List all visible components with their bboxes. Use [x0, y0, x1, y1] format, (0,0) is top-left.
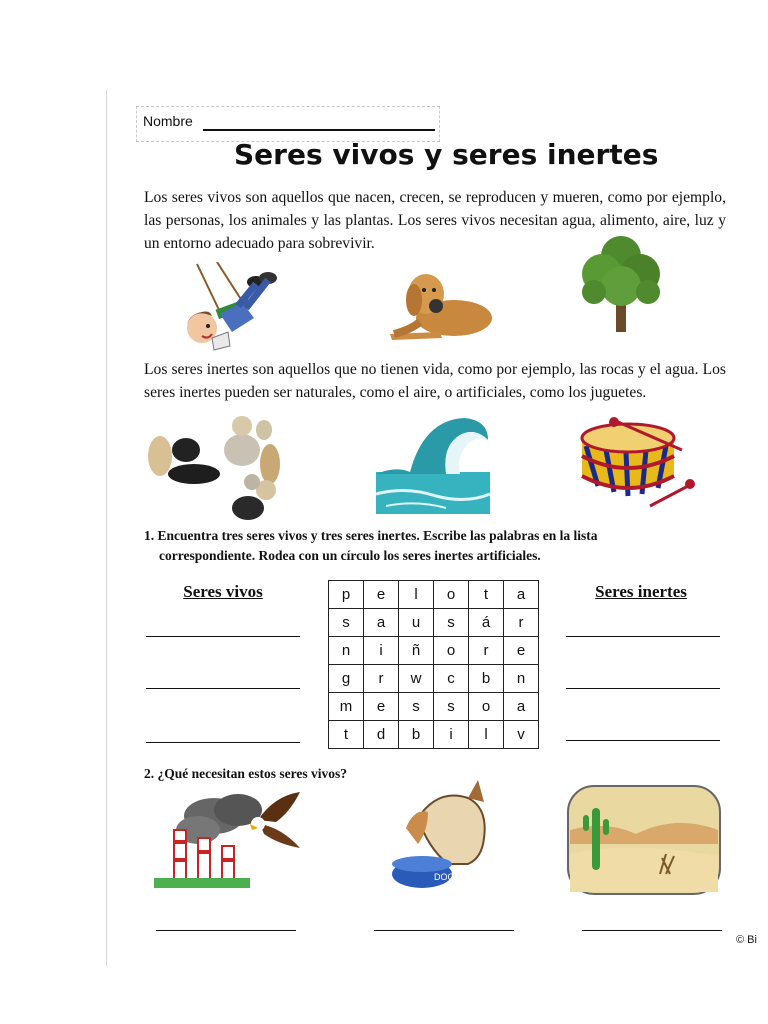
bowl-label: DOG [434, 872, 455, 882]
grid-cell[interactable]: b [399, 721, 434, 749]
grid-cell[interactable]: s [434, 693, 469, 721]
grid-cell[interactable]: a [504, 693, 539, 721]
seres-vivos-answer-line-2[interactable] [146, 688, 300, 689]
needs-answer-line-3[interactable] [582, 930, 722, 931]
grid-cell[interactable]: s [434, 609, 469, 637]
factory-eagle-image [154, 790, 310, 890]
grid-cell[interactable]: s [329, 609, 364, 637]
grid-cell[interactable]: w [399, 665, 434, 693]
needs-answer-line-2[interactable] [374, 930, 514, 931]
grid-cell[interactable]: m [329, 693, 364, 721]
grid-cell[interactable]: n [329, 637, 364, 665]
desert-image [566, 784, 722, 896]
grid-cell[interactable]: i [434, 721, 469, 749]
grid-cell[interactable]: n [504, 665, 539, 693]
dog-eating-image [388, 778, 494, 894]
exercise1-prompt-line2: correspondiente. Rodea con un círculo los seres inertes artificiales. [159, 548, 541, 563]
exercise1-prompt-line1: 1. Encuentra tres seres vivos y tres seres inertes. Escribe las palabras en la lista [144, 528, 598, 543]
grid-row [329, 609, 539, 637]
copyright-text: © Bi [736, 934, 757, 946]
grid-row [329, 721, 539, 749]
name-label: Nombre [143, 113, 193, 129]
grid-cell[interactable]: o [469, 693, 504, 721]
grid-cell[interactable]: l [399, 581, 434, 609]
seres-vivos-title: Seres vivos [183, 582, 263, 601]
word-search-grid [328, 580, 539, 749]
title-wrap [234, 138, 658, 171]
grid-row [329, 665, 539, 693]
grid-row [329, 693, 539, 721]
dog-image [380, 264, 494, 344]
grid-cell[interactable]: o [434, 637, 469, 665]
grid-cell[interactable]: c [434, 665, 469, 693]
grid-cell[interactable]: d [364, 721, 399, 749]
grid-cell[interactable]: p [329, 581, 364, 609]
grid-cell[interactable]: l [469, 721, 504, 749]
seres-inertes-answer-line-2[interactable] [566, 688, 720, 689]
seres-vivos-answer-line-1[interactable] [146, 636, 300, 637]
grid-cell[interactable]: r [504, 609, 539, 637]
exercise2-prompt: 2. ¿Qué necesitan estos seres vivos? [144, 766, 347, 781]
exercise1-prompt [144, 526, 704, 566]
wave-image [376, 410, 490, 514]
grid-row [329, 581, 539, 609]
grid-row [329, 637, 539, 665]
grid-cell[interactable]: e [504, 637, 539, 665]
grid-cell[interactable]: v [504, 721, 539, 749]
grid-cell[interactable]: b [469, 665, 504, 693]
name-field-box [136, 106, 440, 142]
tree-image [574, 234, 668, 334]
grid-cell[interactable]: t [329, 721, 364, 749]
grid-cell[interactable]: g [329, 665, 364, 693]
grid-cell[interactable]: e [364, 693, 399, 721]
seres-inertes-answer-line-1[interactable] [566, 636, 720, 637]
grid-cell[interactable]: a [504, 581, 539, 609]
name-field[interactable] [203, 129, 435, 131]
grid-cell[interactable]: ñ [399, 637, 434, 665]
grid-cell[interactable]: o [434, 581, 469, 609]
drum-image [578, 416, 702, 508]
grid-cell[interactable]: e [364, 581, 399, 609]
seres-inertes-answer-line-3[interactable] [566, 740, 720, 741]
inert-beings-paragraph: Los seres inertes son aquellos que no tienen vida, como por ejemplo, las rocas y el agua. Los seres inertes pueden ser naturales, como el aire, o artificiales, como los juguetes. [144, 361, 726, 401]
grid-cell[interactable]: u [399, 609, 434, 637]
grid-cell[interactable]: i [364, 637, 399, 665]
grid-cell[interactable]: t [469, 581, 504, 609]
seres-vivos-answer-line-3[interactable] [146, 742, 300, 743]
seres-inertes-title: Seres inertes [595, 582, 687, 601]
grid-cell[interactable]: r [469, 637, 504, 665]
living-beings-paragraph: Los seres vivos son aquellos que nacen, crecen, se reproducen y mueren, como por ejemplo, las personas, los animales y las plantas. Los seres vivos necesitan agua, alimento, aire, luz y un entorno adecuado para sobrevivir. [144, 189, 726, 252]
grid-cell[interactable]: r [364, 665, 399, 693]
page-edge [106, 90, 107, 966]
rocks-image [146, 408, 286, 524]
needs-answer-line-1[interactable] [156, 930, 296, 931]
child-on-swing-image [172, 262, 286, 352]
page-title: Seres vivos y seres inertes [234, 138, 659, 171]
grid-cell[interactable]: a [364, 609, 399, 637]
grid-cell[interactable]: á [469, 609, 504, 637]
grid-cell[interactable]: s [399, 693, 434, 721]
